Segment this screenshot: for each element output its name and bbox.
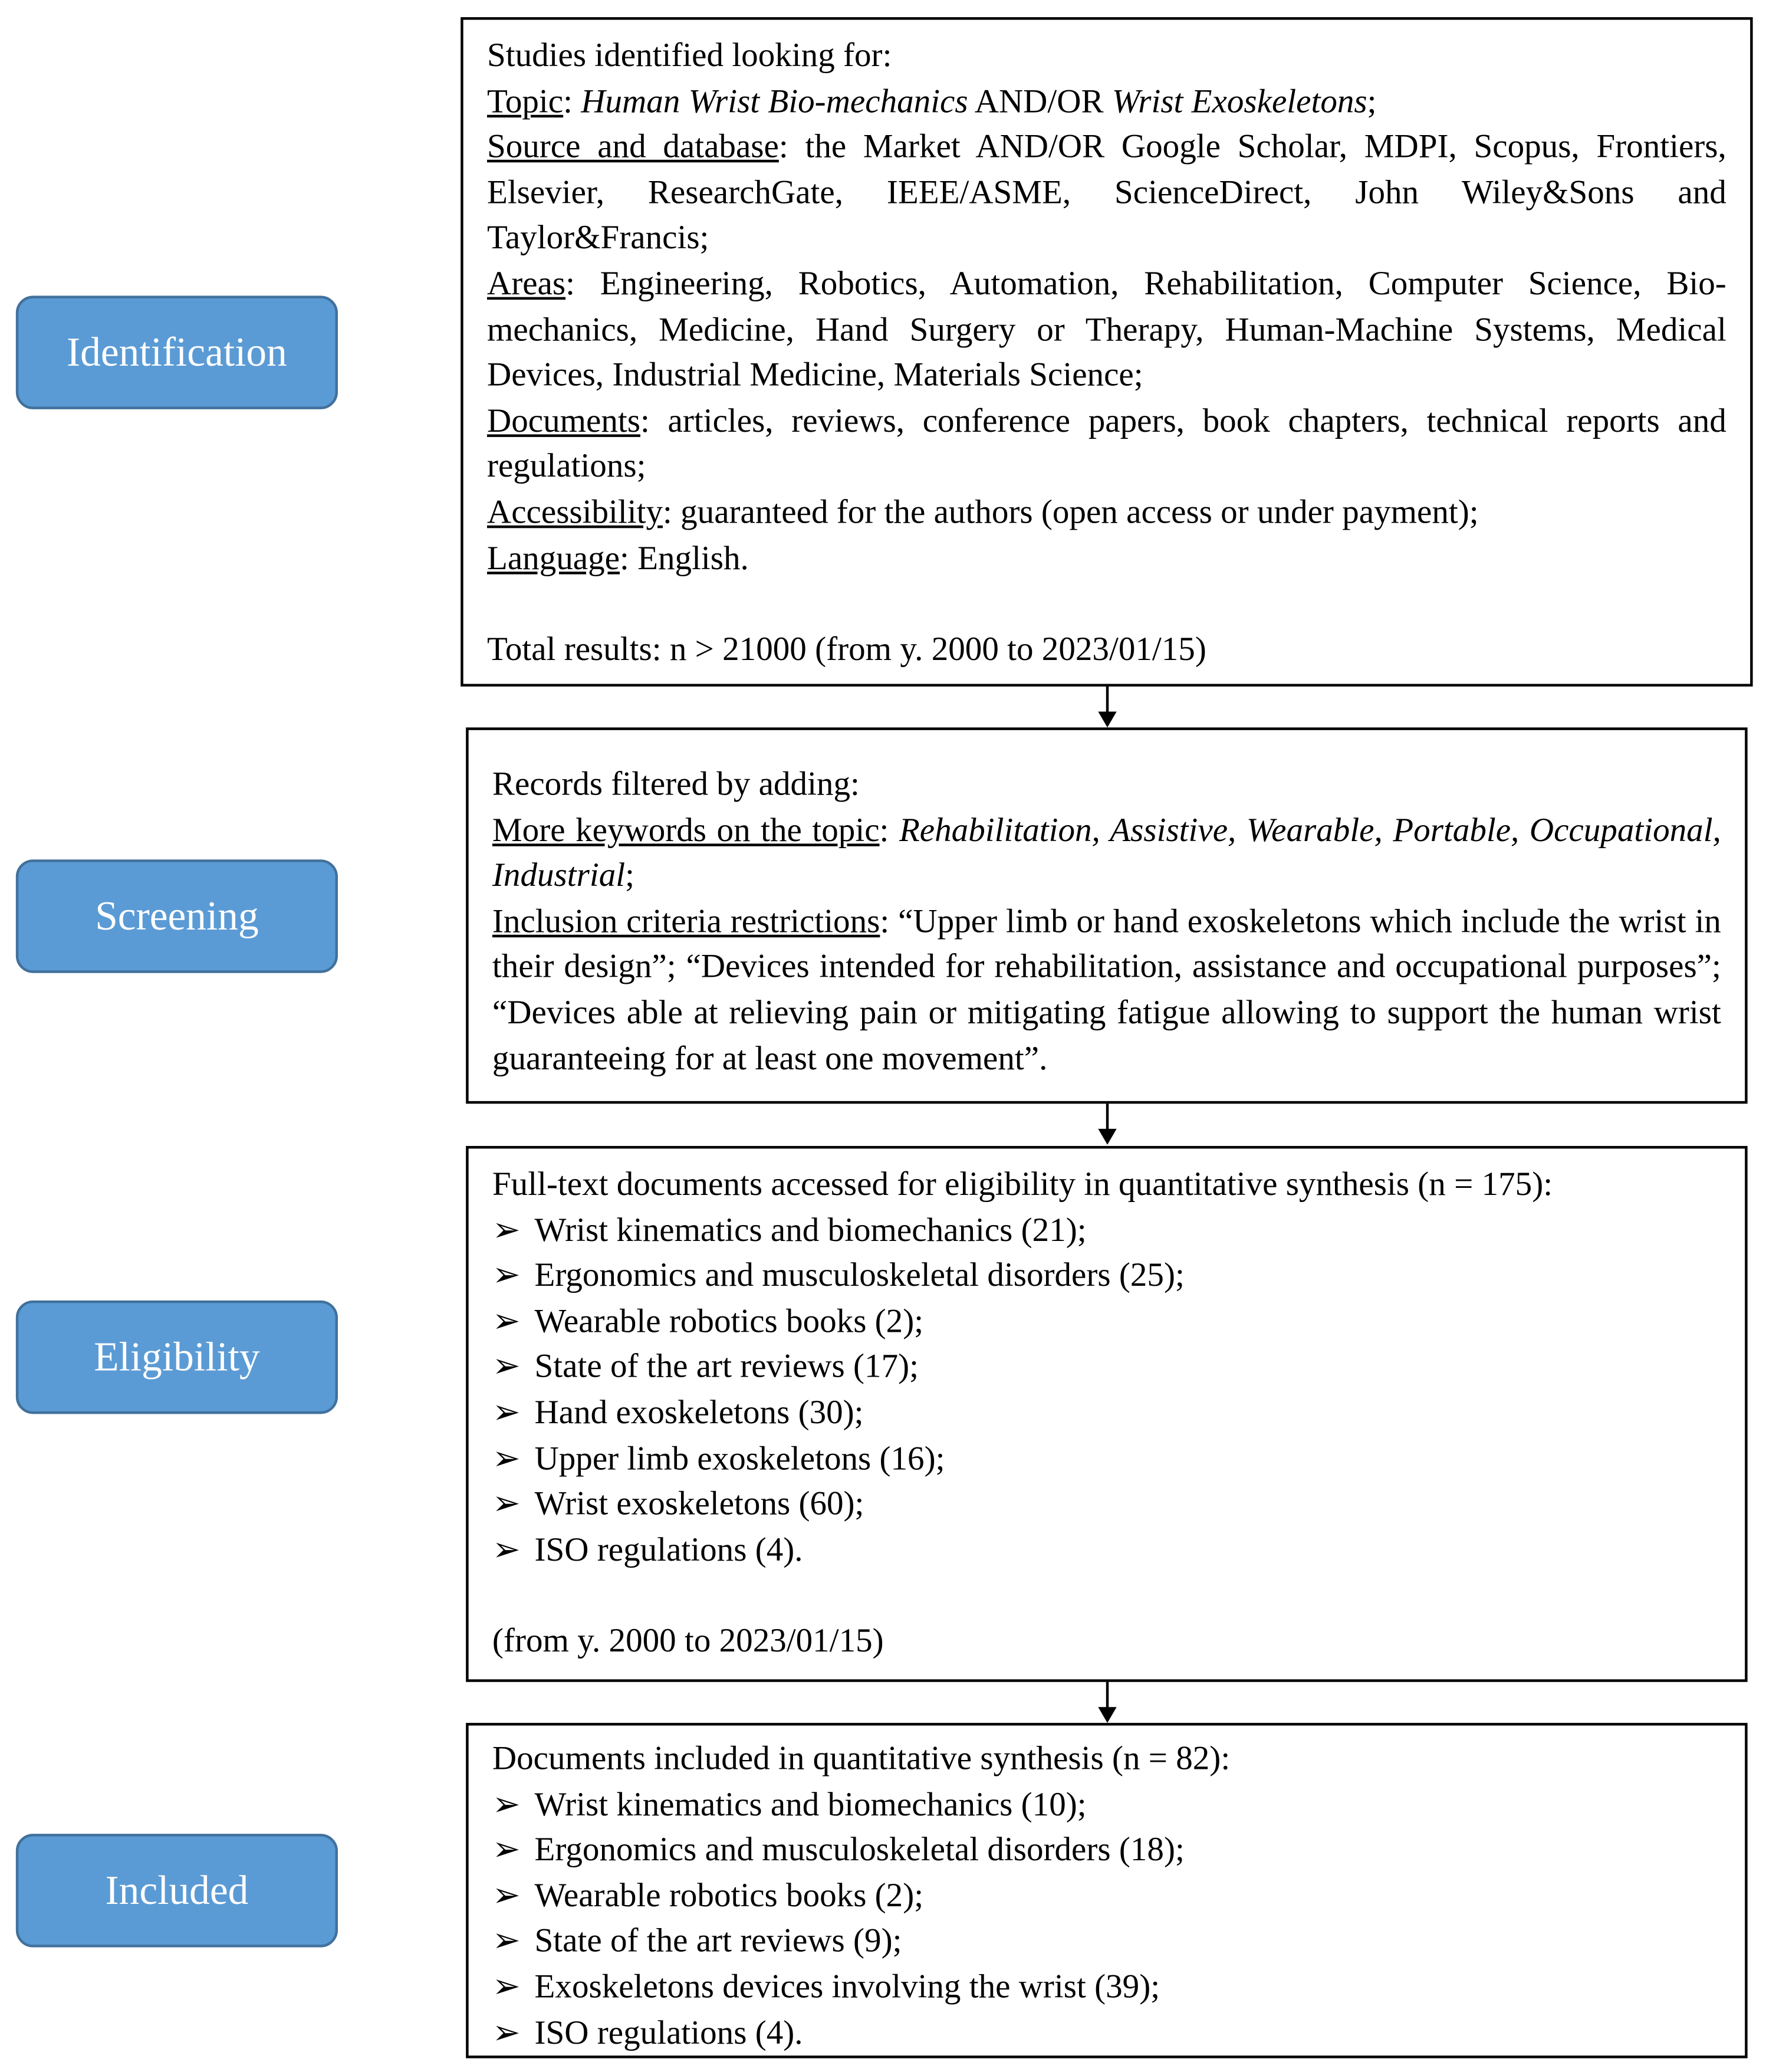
bullet-arrow-icon: ➢ [492, 1967, 521, 2006]
topic-term-2: Wrist Exoskeletons [1111, 81, 1367, 120]
eligibility-footer: (from y. 2000 to 2023/01/15) [492, 1621, 884, 1660]
bullet-arrow-icon: ➢ [492, 1921, 521, 1960]
bullet-arrow-icon: ➢ [492, 2012, 521, 2051]
eligibility-box [466, 1146, 1747, 1682]
included-intro: Documents included in quantitative synthesis (n = 82): [492, 1738, 1231, 1777]
bullet-arrow-icon: ➢ [492, 1210, 521, 1249]
screening-intro: Records filtered by adding: [492, 764, 860, 803]
keywords-line: More keywords on the topic: Rehabilitation, Assistive, Wearable, Portable, Occupational, Industrial; [492, 810, 1721, 894]
documents-label: Documents [486, 400, 640, 439]
bullet-arrow-icon: ➢ [492, 1484, 521, 1523]
eligibility-list [492, 1207, 1721, 1572]
stage-eligibility: Eligibility [16, 1301, 338, 1414]
list-item: ➢ Upper limb exoskeletons (16); [492, 1436, 1721, 1481]
list-item: ➢ Exoskeletons devices involving the wrist (39); [492, 1965, 1721, 2010]
areas-label: Areas [486, 264, 566, 303]
included-box [466, 1723, 1747, 2058]
areas-line [487, 261, 1726, 398]
total-results: Total results: n > 21000 (from y. 2000 to 2023/01/15) [486, 629, 1206, 668]
language-label: Language [486, 538, 620, 577]
documents-line [487, 398, 1726, 490]
bullet-arrow-icon: ➢ [492, 1438, 521, 1477]
bullet-arrow-icon: ➢ [492, 1256, 521, 1295]
language-line [487, 536, 1726, 581]
included-list [492, 1782, 1721, 2056]
connector-line [1106, 1682, 1109, 1709]
language-text: : English. [619, 538, 749, 577]
eligibility-intro: Full-text documents accessed for eligibility in quantitative synthesis (n = 175): [492, 1164, 1553, 1203]
stage-screening: Screening [16, 859, 338, 973]
arrow-down-icon [1098, 1707, 1116, 1723]
criteria-line [492, 899, 1721, 1082]
bullet-arrow-icon: ➢ [492, 1393, 521, 1431]
source-line [487, 124, 1726, 261]
list-item: ➢ Hand exoskeletons (30); [492, 1390, 1721, 1436]
bullet-arrow-icon: ➢ [492, 1347, 521, 1385]
list-item: ➢ ISO regulations (4). [492, 2010, 1721, 2055]
connector-line [1106, 687, 1109, 713]
bullet-arrow-icon: ➢ [492, 1830, 521, 1869]
list-item: ➢ Ergonomics and musculoskeletal disorders (18); [492, 1827, 1721, 1873]
source-text: : the Market AND/OR Google Scholar, MDPI, Scopus, Frontiers, Elsevier, ResearchGate, IEEE/ASME, ScienceDirect, John Wiley&Sons and Taylor&Francis; [486, 127, 1726, 257]
arrow-down-icon [1098, 711, 1116, 727]
topic-label: Topic [486, 81, 564, 120]
list-item: ➢ Wearable robotics books (2); [492, 1299, 1721, 1344]
list-item: ➢ State of the art reviews (17); [492, 1345, 1721, 1390]
topic-and: AND/OR [974, 81, 1104, 120]
accessibility-label: Accessibility [486, 492, 663, 531]
identification-box [461, 17, 1752, 687]
list-item: ➢ ISO regulations (4). [492, 1527, 1721, 1572]
connector-line [1106, 1104, 1109, 1130]
bullet-arrow-icon: ➢ [492, 1301, 521, 1340]
bullet-arrow-icon: ➢ [492, 1529, 521, 1568]
topic-line: Topic: Human Wrist Bio-mechanics AND/OR Wrist Exoskeletons; [486, 81, 1377, 120]
screening-box [466, 727, 1747, 1104]
list-item: ➢ Wrist kinematics and biomechanics (21); [492, 1207, 1721, 1253]
bullet-arrow-icon: ➢ [492, 1784, 521, 1823]
stage-identification: Identification [16, 295, 338, 409]
keywords-text: Rehabilitation, Assistive, Wearable, Portable, Occupational, Industrial [492, 810, 1721, 894]
list-item: ➢ Wrist kinematics and biomechanics (10); [492, 1782, 1721, 1827]
source-label: Source and database [486, 127, 779, 166]
list-item: ➢ Ergonomics and musculoskeletal disorders (25); [492, 1253, 1721, 1299]
criteria-label: Inclusion criteria restrictions [492, 901, 880, 940]
documents-text: : articles, reviews, conference papers, book chapters, technical reports and regulations; [486, 400, 1726, 485]
stage-included: Included [16, 1834, 338, 1948]
list-item: ➢ Wearable robotics books (2); [492, 1873, 1721, 1919]
accessibility-line [487, 490, 1726, 535]
arrow-down-icon [1098, 1129, 1116, 1145]
list-item: ➢ Wrist exoskeletons (60); [492, 1482, 1721, 1527]
bullet-arrow-icon: ➢ [492, 1876, 521, 1915]
accessibility-text: : guaranteed for the authors (open access or under payment); [662, 492, 1479, 531]
keywords-label: More keywords on the topic [492, 810, 880, 849]
list-item: ➢ State of the art reviews (9); [492, 1919, 1721, 1964]
criteria-text: : “Upper limb or hand exoskeletons which include the wrist in their design”; “Devices intended for rehabilitation, assistance and occupational purposes”; “Devices able at relieving pain or mitigating fatigue allowing to support the human wrist guaranteeing for at least one movement”. [492, 901, 1721, 1077]
areas-text: : Engineering, Robotics, Automation, Rehabilitation, Computer Science, Bio-mechanics, Medicine, Hand Surgery or Therapy, Human-Machine Systems, Medical Devices, Industrial Medicine, Materials Science; [486, 264, 1726, 394]
identification-intro: Studies identified looking for: [486, 35, 892, 74]
topic-term-1: Human Wrist Bio-mechanics [581, 81, 968, 120]
